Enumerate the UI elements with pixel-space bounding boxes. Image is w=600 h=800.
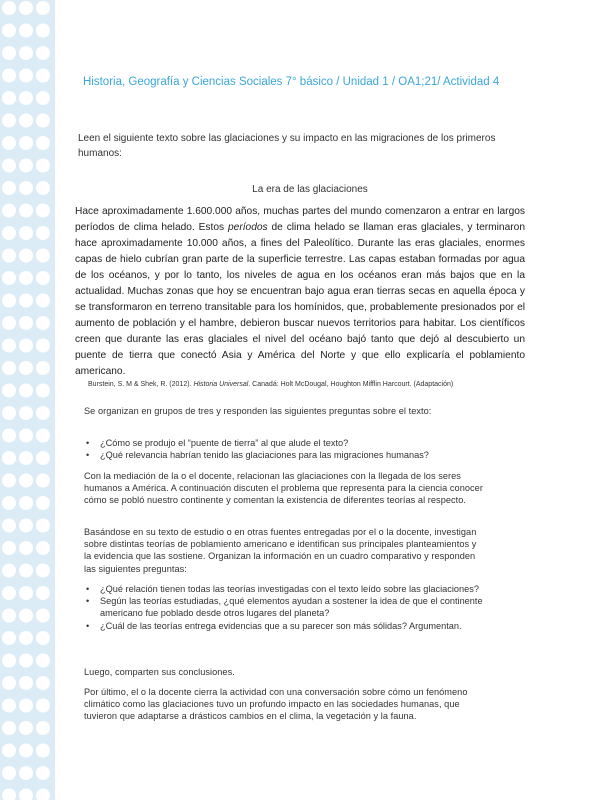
decorative-dot xyxy=(36,226,50,240)
decorative-dot xyxy=(2,766,16,780)
decorative-dot xyxy=(19,384,33,398)
decorative-dot xyxy=(19,159,33,173)
decorative-dot xyxy=(36,46,50,60)
decorative-dot xyxy=(36,541,50,555)
decorative-dot xyxy=(2,226,16,240)
decorative-dot xyxy=(19,789,33,800)
source-authors: Burstein, S. M & Shek, R. (2012). xyxy=(88,381,194,388)
decorative-dot xyxy=(36,69,50,83)
reading-italic-word: períodos xyxy=(227,222,268,233)
decorative-dot xyxy=(2,384,16,398)
decorative-dot xyxy=(19,609,33,623)
decorative-dot xyxy=(19,46,33,60)
reading-text-part2: de clima helado se llaman eras glaciales, y terminaron hace aproximadamente 10.000 años, a fines del Paleolítico. Durante las eras glaciales, enormes capas de hielo cubrían gran parte de la superficie terrestre. Las capas estaban formadas por agua de los océanos, y por lo tanto, los niveles de agua en los océanos eran más bajos que en la actualidad. Muchas zonas que hoy se encuentran bajo agua eran tierras secas en aquella época y se transformaron en terreno transitable para los homínidos, que, probablemente presionados por el aumento de población y el hambre, debieron buscar nuevos territorios para habitar. Los científicos creen que durante las eras glaciales el nivel del océano bajó tanto que dejó al descubierto un puente de tierra que conectó Asia y América del Norte y que ello explicaría el poblamiento americano. xyxy=(75,222,525,377)
decorative-dot xyxy=(2,91,16,105)
decorative-dot xyxy=(2,496,16,510)
decorative-dot xyxy=(2,519,16,533)
decorative-dot xyxy=(36,1,50,15)
decorative-dot xyxy=(19,69,33,83)
source-publisher: . Canadá: Holt McDougal, Houghton Mifflin Harcourt. (Adaptación) xyxy=(248,381,454,388)
question-list-2 xyxy=(84,583,486,632)
question-item: • ¿Cómo se produjo el “puente de tierra” al que alude el texto? xyxy=(86,438,349,448)
decorative-dot-strip xyxy=(0,0,55,800)
decorative-dot xyxy=(2,721,16,735)
decorative-dot xyxy=(19,339,33,353)
decorative-dot xyxy=(19,451,33,465)
question-item: • ¿Qué relevancia habrían tenido las glaciaciones para las migraciones humanas? xyxy=(86,450,429,461)
decorative-dot xyxy=(36,361,50,375)
decorative-dot xyxy=(2,564,16,578)
decorative-dot xyxy=(36,91,50,105)
source-book-title: Historia Universal xyxy=(193,381,249,388)
decorative-dot xyxy=(19,654,33,668)
decorative-dot xyxy=(36,564,50,578)
decorative-dot xyxy=(19,564,33,578)
decorative-dot xyxy=(2,361,16,375)
decorative-dot xyxy=(2,136,16,150)
decorative-dot xyxy=(2,789,16,800)
decorative-dot xyxy=(36,294,50,308)
decorative-dot xyxy=(19,91,33,105)
decorative-dot xyxy=(19,406,33,420)
activity-paragraph-5: Por último, el o la docente cierra la actividad con una conversación sobre cómo un fenómeno climático como las glaciaciones tuvo un profundo impacto en las sociedades humanas, que tuvieron que adaptarse a drásticos cambios en el clima, la vegetación y la fauna. xyxy=(84,687,468,722)
breadcrumb: Historia, Geografía y Ciencias Sociales 7° básico / Unidad 1 / OA1;21/ Actividad 4 xyxy=(83,76,500,88)
decorative-dot xyxy=(2,159,16,173)
decorative-dot xyxy=(2,744,16,758)
question-item: • ¿Cuál de las teorías entrega evidencias que a su parecer son más sólidas? Argumentan. xyxy=(86,620,462,631)
decorative-dot xyxy=(2,429,16,443)
decorative-dot xyxy=(36,429,50,443)
decorative-dot xyxy=(19,519,33,533)
activity-paragraph-3: Basándose en su texto de estudio o en otras fuentes entregadas por el o la docente, investigan sobre distintas teorías de poblamiento americano e identifican sus principales planteamientos y la evidencia que las sostiene. Organizan la información en un cuadro comparativo y responden las siguientes preguntas: xyxy=(84,527,477,574)
decorative-dot xyxy=(19,294,33,308)
decorative-dot xyxy=(2,699,16,713)
decorative-dot xyxy=(36,631,50,645)
decorative-dot xyxy=(2,204,16,218)
reading-text-part1: Hace aproximadamente 1.600.000 años, muchas partes del mundo comenzaron a entrar en largos períodos de clima helado. Estos xyxy=(75,206,525,233)
decorative-dot xyxy=(2,114,16,128)
decorative-dot xyxy=(36,496,50,510)
decorative-dot xyxy=(36,676,50,690)
decorative-dot xyxy=(19,1,33,15)
decorative-dot xyxy=(19,114,33,128)
decorative-dot xyxy=(36,316,50,330)
decorative-dot xyxy=(19,204,33,218)
decorative-dot xyxy=(19,136,33,150)
decorative-dot xyxy=(36,586,50,600)
decorative-dot xyxy=(19,721,33,735)
decorative-dot xyxy=(2,339,16,353)
decorative-dot xyxy=(36,744,50,758)
decorative-dot xyxy=(19,586,33,600)
decorative-dot xyxy=(2,474,16,488)
decorative-dot xyxy=(19,271,33,285)
decorative-dot xyxy=(2,46,16,60)
reading-paragraph xyxy=(75,204,525,380)
decorative-dot xyxy=(36,609,50,623)
decorative-dot xyxy=(36,519,50,533)
decorative-dot xyxy=(36,24,50,38)
decorative-dot xyxy=(36,204,50,218)
decorative-dot xyxy=(36,766,50,780)
decorative-dot xyxy=(19,429,33,443)
source-citation xyxy=(88,381,538,388)
decorative-dot xyxy=(19,766,33,780)
decorative-dot xyxy=(36,384,50,398)
decorative-dot xyxy=(2,451,16,465)
decorative-dot xyxy=(36,721,50,735)
decorative-dot xyxy=(36,339,50,353)
decorative-dot xyxy=(2,541,16,555)
decorative-dot xyxy=(19,699,33,713)
decorative-dot xyxy=(19,474,33,488)
decorative-dot xyxy=(19,541,33,555)
decorative-dot xyxy=(36,789,50,800)
decorative-dot xyxy=(19,249,33,263)
decorative-dot xyxy=(2,676,16,690)
question-list-1 xyxy=(84,437,486,461)
decorative-dot xyxy=(36,474,50,488)
decorative-dot xyxy=(36,136,50,150)
decorative-dot xyxy=(36,249,50,263)
decorative-dot xyxy=(2,609,16,623)
dot-pattern xyxy=(0,0,55,800)
decorative-dot xyxy=(36,159,50,173)
decorative-dot xyxy=(36,271,50,285)
decorative-dot xyxy=(36,699,50,713)
decorative-dot xyxy=(2,586,16,600)
decorative-dot xyxy=(2,24,16,38)
decorative-dot xyxy=(19,676,33,690)
decorative-dot xyxy=(2,631,16,645)
decorative-dot xyxy=(2,1,16,15)
decorative-dot xyxy=(2,294,16,308)
decorative-dot xyxy=(19,361,33,375)
decorative-dot xyxy=(36,654,50,668)
decorative-dot xyxy=(19,631,33,645)
reading-title: La era de las glaciaciones xyxy=(252,184,368,195)
decorative-dot xyxy=(19,24,33,38)
question-item: • ¿Qué relación tienen todas las teorías investigadas con el texto leído sobre las glaciaciones? xyxy=(86,584,479,594)
decorative-dot xyxy=(19,226,33,240)
activity-paragraph-2: Con la mediación de la o el docente, relacionan las glaciaciones con la llegada de los seres humanos a América. A continuación discuten el problema que representa para la ciencia conocer cómo se pobló nuestro continente y comentan la existencia de diferentes teorías al respecto. xyxy=(84,471,483,506)
activity-paragraph-1: Se organizan en grupos de tres y responden las siguientes preguntas sobre el texto: xyxy=(84,406,432,416)
decorative-dot xyxy=(2,406,16,420)
decorative-dot xyxy=(19,744,33,758)
decorative-dot xyxy=(2,316,16,330)
intro-instruction: Leen el siguiente texto sobre las glaciaciones y su impacto en las migraciones de los primeros humanos: xyxy=(78,133,496,159)
decorative-dot xyxy=(36,451,50,465)
decorative-dot xyxy=(2,69,16,83)
decorative-dot xyxy=(36,114,50,128)
decorative-dot xyxy=(19,316,33,330)
decorative-dot xyxy=(2,271,16,285)
question-item: • Según las teorías estudiadas, ¿qué elementos ayudan a sostener la idea de que el continente americano fue poblado desde otros lugares del planeta? xyxy=(86,596,483,619)
activity-paragraph-4: Luego, comparten sus conclusiones. xyxy=(84,667,235,677)
decorative-dot xyxy=(36,406,50,420)
decorative-dot xyxy=(2,249,16,263)
decorative-dot xyxy=(2,654,16,668)
decorative-dot xyxy=(19,496,33,510)
